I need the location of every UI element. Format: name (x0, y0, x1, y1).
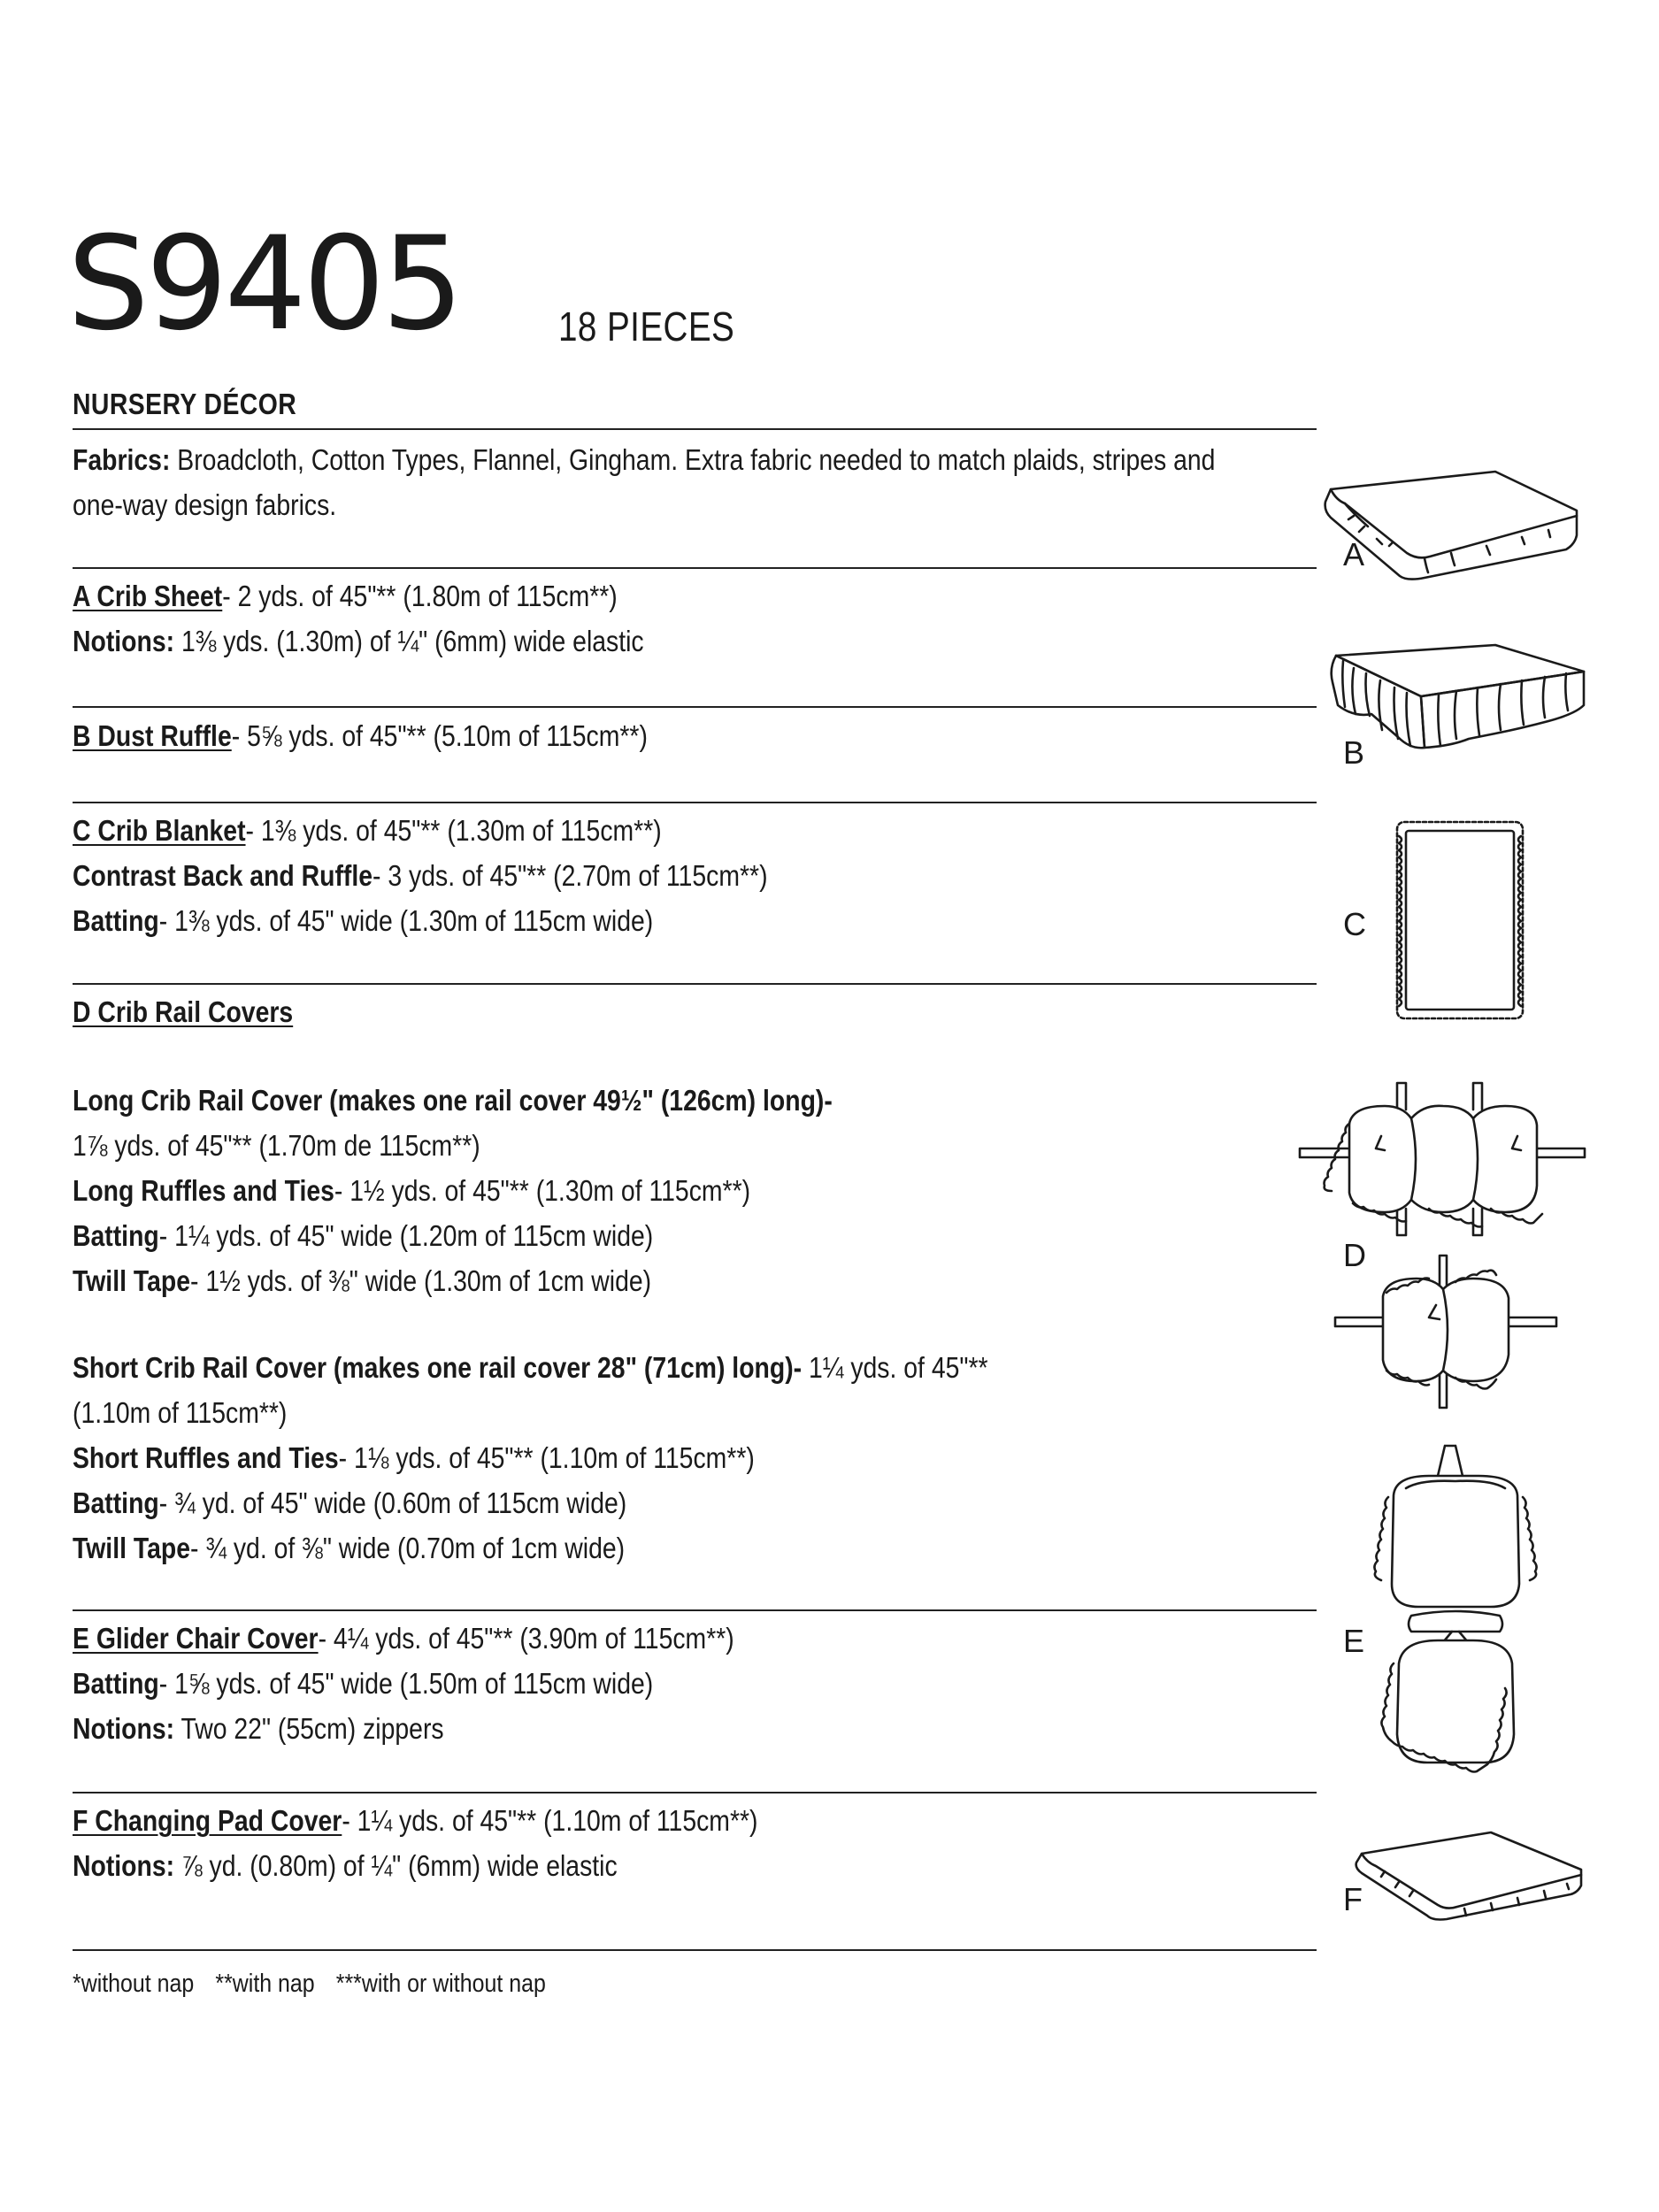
section-title: NURSERY DÉCOR (73, 388, 297, 420)
long-twill-text: - 1½ yds. of ⅜" wide (1.30m of 1cm wide) (189, 1264, 652, 1297)
view-e-batting (73, 1661, 653, 1706)
view-label-e: E (1343, 1623, 1365, 1659)
view-d-short-twill (73, 1525, 625, 1571)
view-c-batting-text: - 1⅜ yds. of 45" wide (1.30m of 115cm wide) (158, 904, 654, 937)
fabrics-line-2: one-way design fabrics. (73, 488, 337, 521)
footnote-with-or-without-nap: ***with or without nap (335, 1970, 546, 1998)
crib-blanket-illustration (1394, 818, 1526, 1022)
view-c-contrast (73, 853, 768, 898)
long-rail-label: Long Crib Rail Cover (makes one rail cover 49½" (126cm) long)- (73, 1084, 833, 1117)
view-c-yardage (73, 808, 662, 853)
contrast-label: Contrast Back and Ruffle (73, 859, 373, 892)
notions-label: Notions: (73, 1849, 175, 1882)
view-c-batting (73, 898, 653, 943)
fabrics-label: Fabrics: (73, 443, 171, 476)
view-d-short-yardage: (1.10m of 115cm**) (73, 1396, 288, 1429)
view-b-yardage (73, 713, 648, 758)
view-d-short-label (73, 1345, 988, 1390)
batting-label: Batting (73, 1219, 159, 1252)
view-f-notions-text: ⅞ yd. (0.80m) of ¼" (6mm) wide elastic (174, 1849, 618, 1882)
long-ruffles-label: Long Ruffles and Ties (73, 1174, 334, 1207)
divider (73, 1792, 1317, 1793)
view-label-f: F (1343, 1881, 1363, 1917)
view-label-b: B (1343, 734, 1365, 771)
pattern-number: S9405 (67, 209, 461, 359)
fabrics-text: Broadcloth, Cotton Types, Flannel, Gingham. Extra fabric needed to match plaids, stripes and (170, 443, 1216, 476)
view-b-name: B Dust Ruffle (73, 719, 232, 752)
divider (73, 983, 1317, 985)
short-batting-text: - ¾ yd. of 45" wide (0.60m of 115cm wide) (158, 1486, 627, 1519)
divider (73, 567, 1317, 569)
notions-label: Notions: (73, 1712, 175, 1745)
fabrics-line-1 (73, 437, 1215, 482)
view-d-long-label (73, 1078, 833, 1123)
view-label-a: A (1343, 536, 1365, 572)
view-e-notions-text: Two 22" (55cm) zippers (174, 1712, 444, 1745)
divider (73, 428, 1317, 430)
batting-label: Batting (73, 904, 159, 937)
glider-chair-cover-illustration (1367, 1442, 1544, 1770)
view-e-yardage-text: - 4¼ yds. of 45"** (3.90m of 115cm**) (318, 1622, 734, 1655)
footnotes (73, 1970, 567, 1999)
view-a-yardage-text: - 2 yds. of 45"** (1.80m of 115cm**) (222, 580, 618, 612)
view-label-c: C (1343, 906, 1366, 942)
view-d-heading (73, 989, 293, 1034)
view-d-short-batting (73, 1480, 626, 1525)
view-a-notions (73, 618, 644, 664)
view-a-yardage (73, 573, 618, 618)
view-e-yardage (73, 1616, 734, 1661)
view-d-long-twill (73, 1258, 651, 1303)
twill-label: Twill Tape (73, 1264, 190, 1297)
short-yardage-text: 1¼ yds. of 45"** (802, 1351, 988, 1384)
view-c-name: C Crib Blanket (73, 814, 246, 847)
short-rail-cover-illustration (1332, 1252, 1562, 1411)
long-rail-cover-illustration (1296, 1079, 1588, 1239)
view-f-name: F Changing Pad Cover (73, 1804, 342, 1837)
footnote-with-nap: **with nap (215, 1970, 315, 1998)
view-d-long-batting (73, 1213, 653, 1258)
long-batting-text: - 1¼ yds. of 45" wide (1.20m of 115cm wide) (158, 1219, 654, 1252)
view-a-name: A Crib Sheet (73, 580, 223, 612)
view-b-yardage-text: - 5⅝ yds. of 45"** (5.10m of 115cm**) (231, 719, 648, 752)
footnote-without-nap: *without nap (73, 1970, 195, 1998)
view-e-name: E Glider Chair Cover (73, 1622, 319, 1655)
view-d-long-yardage: 1⅞ yds. of 45"** (1.70m de 115cm**) (73, 1129, 480, 1162)
view-e-batting-text: - 1⅝ yds. of 45" wide (1.50m of 115cm wide) (158, 1667, 654, 1700)
notions-label: Notions: (73, 625, 175, 657)
short-ruffles-text: - 1⅛ yds. of 45"** (1.10m of 115cm**) (338, 1441, 755, 1474)
view-d-name: D Crib Rail Covers (73, 995, 294, 1028)
view-c-yardage-text: - 1⅜ yds. of 45"** (1.30m of 115cm**) (245, 814, 662, 847)
short-ruffles-label: Short Ruffles and Ties (73, 1441, 339, 1474)
view-a-notions-text: 1⅜ yds. (1.30m) of ¼" (6mm) wide elastic (174, 625, 644, 657)
divider (73, 1609, 1317, 1611)
batting-label: Batting (73, 1667, 159, 1700)
divider (73, 1949, 1317, 1951)
divider (73, 706, 1317, 708)
view-f-notions (73, 1843, 618, 1888)
short-twill-text: - ¾ yd. of ⅜" wide (0.70m of 1cm wide) (189, 1532, 626, 1564)
batting-label: Batting (73, 1486, 159, 1519)
view-d-short-ruffles (73, 1435, 755, 1480)
short-rail-label: Short Crib Rail Cover (makes one rail cover 28" (71cm) long)- (73, 1351, 803, 1384)
twill-label: Twill Tape (73, 1532, 190, 1564)
long-ruffles-text: - 1½ yds. of 45"** (1.30m of 115cm**) (334, 1174, 751, 1207)
view-e-notions (73, 1706, 444, 1751)
changing-pad-cover-illustration (1349, 1827, 1588, 1924)
view-f-yardage-text: - 1¼ yds. of 45"** (1.10m of 115cm**) (342, 1804, 758, 1837)
view-label-d: D (1343, 1237, 1366, 1273)
view-d-long-ruffles (73, 1168, 750, 1213)
divider (73, 802, 1317, 803)
pieces-count: 18 PIECES (558, 303, 735, 349)
view-c-contrast-text: - 3 yds. of 45"** (2.70m of 115cm**) (373, 859, 768, 892)
view-f-yardage (73, 1798, 757, 1843)
